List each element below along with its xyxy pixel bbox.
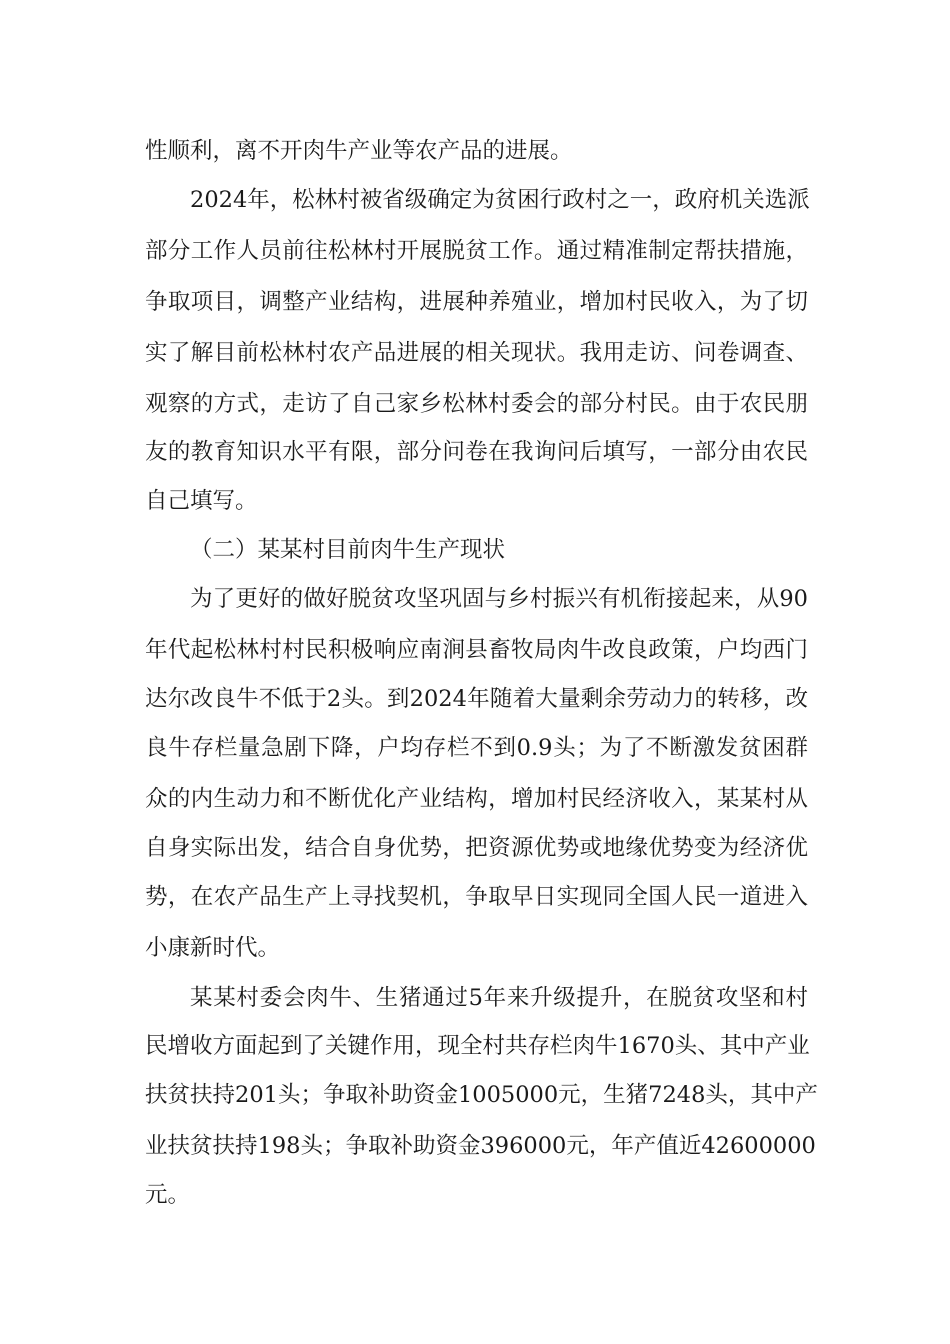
paragraph-line: 众的内生动力和不断优化产业结构，增加村民经济收入，某某村从 <box>145 786 808 812</box>
paragraph-line: 2024年，松林村被省级确定为贫困行政村之一，政府机关选派 <box>190 187 810 213</box>
paragraph-line: 势，在农产品生产上寻找契机，争取早日实现同全国人民一道进入 <box>145 884 808 910</box>
paragraph-line: 性顺利，离不开肉牛产业等农产品的进展。 <box>145 138 573 164</box>
paragraph-line: 民增收方面起到了关键作用，现全村共存栏肉牛1670头、其中产业 <box>145 1033 810 1059</box>
paragraph-line: 友的教育知识水平有限，部分问卷在我询问后填写，一部分由农民 <box>145 439 808 465</box>
paragraph-line: 为了更好的做好脱贫攻坚巩固与乡村振兴有机衔接起来，从90 <box>190 586 808 612</box>
paragraph-line: 年代起松林村村民积极响应南涧县畜牧局肉牛改良政策，户均西门 <box>145 637 808 663</box>
paragraph-line: 元。 <box>145 1182 191 1208</box>
paragraph-line: 小康新时代。 <box>145 935 281 961</box>
paragraph-line: 某某村委会肉牛、生猪通过5年来升级提升，在脱贫攻坚和村 <box>190 985 808 1011</box>
paragraph-line: 实了解目前松林村农产品进展的相关现状。我用走访、问卷调查、 <box>145 340 808 366</box>
section-heading: （二）某某村目前肉牛生产现状 <box>190 537 506 563</box>
paragraph-line: 良牛存栏量急剧下降，户均存栏不到0.9头；为了不断激发贫困群 <box>145 735 808 761</box>
paragraph-line: 观察的方式，走访了自己家乡松林村委会的部分村民。由于农民朋 <box>145 391 808 417</box>
paragraph-line: 扶贫扶持201头；争取补助资金1005000元，生猪7248头，其中产 <box>145 1082 818 1108</box>
paragraph-line: 达尔改良牛不低于2头。到2024年随着大量剩余劳动力的转移，改 <box>145 686 808 712</box>
paragraph-line: 自身实际出发，结合自身优势，把资源优势或地缘优势变为经济优 <box>145 835 808 861</box>
paragraph-line: 争取项目，调整产业结构，进展种养殖业，增加村民收入，为了切 <box>145 289 808 315</box>
paragraph-line: 业扶贫扶持198头；争取补助资金396000元，年产值近42600000 <box>145 1133 816 1159</box>
paragraph-line: 自己填写。 <box>145 488 258 514</box>
paragraph-line: 部分工作人员前往松林村开展脱贫工作。通过精准制定帮扶措施， <box>145 238 808 264</box>
